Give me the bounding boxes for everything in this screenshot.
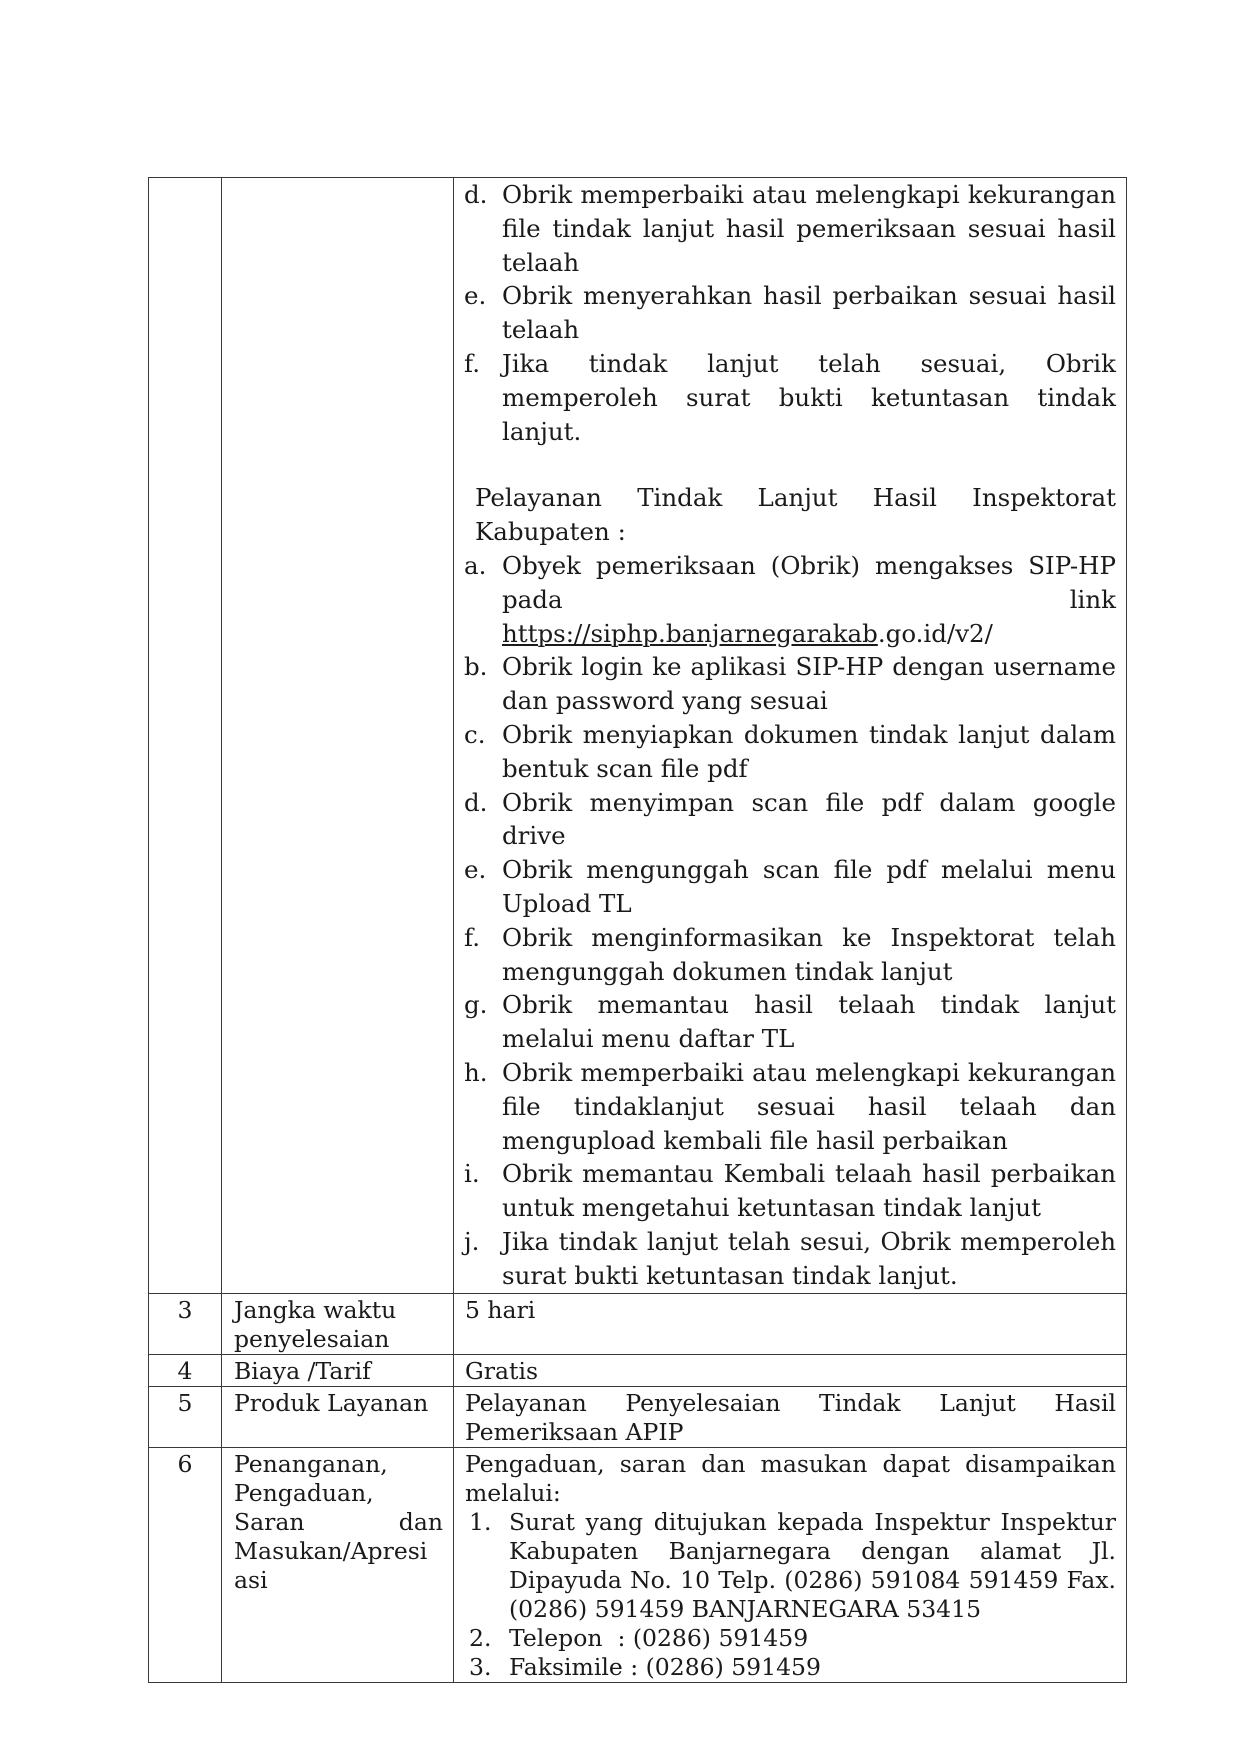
table-row	[149, 1386, 1127, 1447]
list-item: e. Obrik menyerahkan hasil perbaikan sesuai hasil telaah	[464, 281, 1116, 345]
row-label: Penanganan, Pengaduan, Saran dan Masukan/Apresi asi	[222, 1447, 454, 1682]
sop-table	[148, 177, 1127, 1683]
table-row	[149, 1354, 1127, 1386]
row-content: 5 hari	[454, 1293, 1127, 1354]
row-label: Produk Layanan	[222, 1386, 454, 1447]
row-content	[454, 1447, 1127, 1682]
cell-label-empty	[222, 178, 454, 1294]
list-item: a. Obyek pemeriksaan (Obrik) mengakses SIP-HP pada link https://siphp.banjarnegarakab.go.id/v2/	[464, 550, 1116, 648]
row-content: Pelayanan Penyelesaian Tindak Lanjut Hasil Pemeriksaan APIP	[454, 1386, 1127, 1447]
list-item: c. Obrik menyiapkan dokumen tindak lanjut dalam bentuk scan file pdf	[464, 719, 1116, 783]
list-item: j. Jika tindak lanjut telah sesui, Obrik memperoleh surat bukti ketuntasan tindak lanjut.	[464, 1226, 1116, 1290]
row-number: 3	[149, 1293, 222, 1354]
list-item: f. Jika tindak lanjut telah sesuai, Obrik memperoleh surat bukti ketuntasan tindak lanjut.	[464, 348, 1116, 446]
row-content: Gratis	[454, 1354, 1127, 1386]
table-row	[149, 1293, 1127, 1354]
list-item: 1. Surat yang ditujukan kepada Inspektur Inspektur Kabupaten Banjarnegara dengan alamat Jl. Dipayuda No. 10 Telp. (0286) 591084 591459 Fax. (0286) 591459 BANJARNEGARA 53415	[469, 1507, 1116, 1623]
row-label: Jangka waktu penyelesaian	[222, 1293, 454, 1354]
table-row-continuation	[149, 178, 1127, 1294]
list-item: f. Obrik menginformasikan ke Inspektorat telah mengunggah dokumen tindak lanjut	[464, 922, 1116, 986]
list-item: e. Obrik mengunggah scan file pdf melalui menu Upload TL	[464, 855, 1116, 918]
procedure-list-main	[464, 549, 1116, 1293]
complaint-channels-list	[465, 1508, 1116, 1682]
list-item: g. Obrik memantau hasil telaah tindak lanjut melalui menu daftar TL	[464, 990, 1116, 1054]
list-item: d. Obrik menyimpan scan file pdf dalam google drive	[464, 787, 1116, 851]
row-number: 4	[149, 1354, 222, 1386]
section-heading-cont: Kabupaten :	[475, 517, 626, 547]
section-heading: Pelayanan Tindak Lanjut Hasil Inspektorat	[475, 483, 1116, 513]
row-number: 6	[149, 1447, 222, 1682]
list-item: d. Obrik memperbaiki atau melengkapi kekurangan file tindak lanjut hasil pemeriksaan sesuai hasil telaah	[464, 180, 1116, 277]
list-item: i. Obrik memantau Kembali telaah hasil perbaikan untuk mengetahui ketuntasan tindak lanjut	[464, 1159, 1116, 1223]
list-item: b. Obrik login ke aplikasi SIP-HP dengan username dan password yang sesuai	[464, 652, 1116, 716]
list-item: 3. Faksimile : (0286) 591459	[469, 1652, 821, 1681]
procedure-list-top	[464, 178, 1116, 448]
siphp-link[interactable]: https://siphp.banjarnegarakab	[502, 618, 878, 648]
list-item: 2. Telepon : (0286) 591459	[469, 1623, 809, 1652]
row-number: 5	[149, 1386, 222, 1447]
complaint-intro: Pengaduan, saran dan masukan dapat disampaikan melalui:	[465, 1449, 1116, 1507]
table-row	[149, 1447, 1127, 1682]
row-label: Biaya /Tarif	[222, 1354, 454, 1386]
cell-number-empty	[149, 178, 222, 1294]
cell-procedure-content	[454, 178, 1127, 1294]
list-item: h. Obrik memperbaiki atau melengkapi kekurangan file tindaklanjut sesuai hasil telaah dan mengupload kembali file hasil perbaikan	[464, 1057, 1116, 1155]
